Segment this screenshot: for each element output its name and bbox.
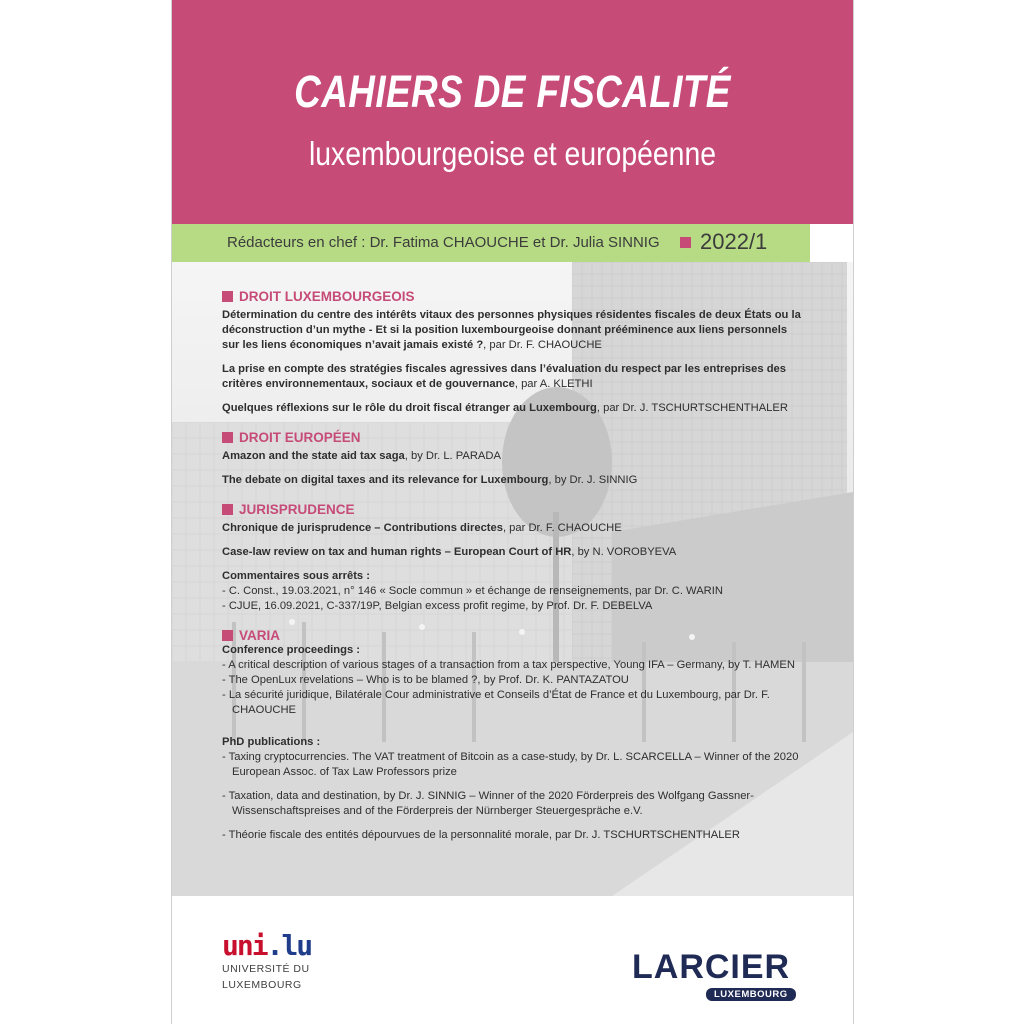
comment-item: - CJUE, 16.09.2021, C-337/19P, Belgian excess profit regime, by Prof. Dr. F. DEBELVA (222, 600, 653, 612)
table-of-contents (222, 289, 802, 843)
uni-mark-lu: lu (281, 929, 312, 962)
book-cover (172, 0, 853, 1024)
article-title: Détermination du centre des intérêts vitaux des personnes physiques résidentes fiscales de deux États ou la déconstruction d’un mythe - Et si la position luxembourgeoise donnant prééminence aux liens personnels sur les liens économiques n’avait jamais existé ? (222, 309, 801, 351)
comment-item: - C. Const., 19.03.2021, n° 146 « Socle commun » et échange de renseignements, par Dr. C. WARIN (222, 585, 723, 597)
uni-lu-mark (222, 929, 312, 962)
section-heading-label: DROIT LUXEMBOURGEOIS (239, 289, 415, 304)
journal-subtitle: luxembourgeoise et européenne (308, 135, 717, 172)
section-heading-label: VARIA (239, 628, 281, 643)
article-title: Quelques réflexions sur le rôle du droit fiscal étranger au Luxembourg (222, 402, 597, 414)
section-heading-label: DROIT EUROPÉEN (239, 430, 361, 445)
article-entry (222, 401, 802, 416)
university-logo (222, 929, 312, 991)
editors-label: Rédacteurs en chef : Dr. Fatima CHAOUCHE et Dr. Julia SINNIG (227, 234, 660, 251)
article-title: The debate on digital taxes and its relevance for Luxembourg (222, 474, 549, 486)
comments-label: Commentaires sous arrêts : (222, 570, 370, 582)
phd-item: - Théorie fiscale des entités dépourvues de la personnalité morale, par Dr. J. TSCHURTSCHENTHALER (222, 829, 740, 841)
university-name-line2: LUXEMBOURG (222, 978, 302, 991)
conference-item: - The OpenLux revelations – Who is to be blamed ?, by Prof. Dr. K. PANTAZATOU (222, 674, 629, 686)
article-entry (222, 545, 802, 560)
article-title: La prise en compte des stratégies fiscales agressives dans l’évaluation du respect par les entreprises des critères environnementaux, sociaux et de gouvernance (222, 363, 786, 390)
cover-header (172, 0, 853, 224)
article-author: , par Dr. F. CHAOUCHE (483, 339, 602, 351)
publisher-logo (632, 948, 802, 1000)
phd-item: - Taxing cryptocurrencies. The VAT treatment of Bitcoin as a case-study, by Dr. L. SCARCELLA – Winner of the 2020 European Assoc. of Tax Law Professors prize (222, 751, 799, 778)
section-heading-jurisprudence (222, 502, 802, 517)
section-heading-droit-europeen (222, 430, 802, 445)
bullet-square-icon (222, 630, 233, 641)
publisher-subbrand: LUXEMBOURG (706, 988, 796, 1001)
issue-number: 2022/1 (700, 229, 768, 254)
conference-item: - La sécurité juridique, Bilatérale Cour administrative et Conseils d’État de France et du Luxembourg, par Dr. F. CHAOUCHE (222, 689, 770, 716)
cover-footer (172, 896, 853, 1024)
phd-item: - Taxation, data and destination, by Dr. J. SINNIG – Winner of the 2020 Förderpreis des Wolfgang Gassner-Wissenschaftspreises and of the Förderpreis der Nürnberger Steuergespräche e.V. (222, 790, 754, 817)
article-author: , par Dr. F. CHAOUCHE (502, 522, 622, 534)
conference-item: - A critical description of various stages of a transaction from a tax perspective, Young IFA – Germany, by T. HAMEN (222, 659, 795, 671)
article-title: Amazon and the state aid tax saga (222, 450, 405, 462)
article-entry (222, 308, 802, 353)
bullet-square-icon (222, 504, 233, 515)
article-author: , by Dr. L. PARADA (404, 450, 501, 462)
editors-band (172, 224, 810, 262)
article-author: , by N. VOROBYEVA (571, 546, 677, 558)
bullet-square-icon (222, 432, 233, 443)
section-heading-droit-luxembourgeois (222, 289, 802, 304)
university-name-line1: UNIVERSITÉ DU (222, 963, 310, 975)
publisher-name: LARCIER (632, 948, 791, 986)
section-heading-label: JURISPRUDENCE (239, 502, 355, 517)
uni-mark-text: uni (222, 929, 267, 962)
article-author: , par A. KLETHI (514, 378, 593, 390)
phd-label: PhD publications : (222, 736, 321, 748)
article-author: , par Dr. J. TSCHURTSCHENTHALER (596, 402, 788, 414)
article-author: , by Dr. J. SINNIG (548, 474, 638, 486)
article-entry (222, 473, 802, 488)
bullet-square-icon (680, 237, 691, 248)
journal-title: CAHIERS DE FISCALITÉ (294, 66, 731, 117)
article-entry (222, 521, 802, 536)
article-entry (222, 362, 802, 392)
bullet-square-icon (222, 291, 233, 302)
section-heading-varia (222, 628, 802, 643)
conference-label: Conference proceedings : (222, 644, 361, 656)
uni-mark-dot: . (266, 929, 282, 962)
article-title: Chronique de jurisprudence – Contributions directes (222, 522, 503, 534)
article-entry (222, 449, 802, 464)
article-title: Case-law review on tax and human rights – European Court of HR (222, 546, 572, 558)
